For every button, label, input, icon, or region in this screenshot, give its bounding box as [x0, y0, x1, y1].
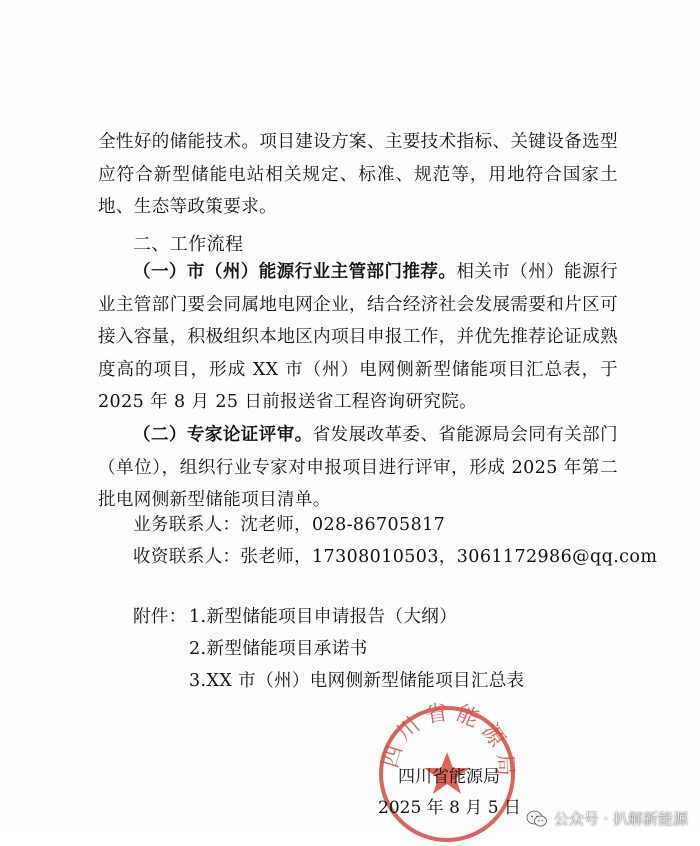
attachment-item-1: 1.新型储能项目申请报告（大纲）	[189, 607, 458, 627]
section-heading: 二、工作流程	[133, 234, 244, 255]
wechat-watermark	[526, 808, 688, 829]
paragraph-review	[98, 419, 618, 517]
attachment-item-2: 2.新型储能项目承诺书	[189, 639, 368, 659]
subsection-1-text: 相关市（州）能源行业主管部门要会同属地电网企业，结合经济社会发展需要和片区可接入容量，积极组织本地区内项目申报工作，并优先推荐论证成熟度高的项目，形成 XX 市（州）电网侧新型储能项目汇总表，于 2025 年 8 月 25 日前报送省工程咨询研究院。	[98, 262, 618, 412]
watermark-text: 公众号 · 扒解新能源	[553, 810, 688, 828]
subsection-1-title: （一）市（州）能源行业主管部门推荐。	[133, 262, 457, 282]
paragraph-intro	[98, 126, 618, 224]
signature-org: 四川省能源局	[398, 767, 500, 787]
attachments-label: 附件：	[133, 607, 187, 627]
paragraph-intro-text: 全性好的储能技术。项目建设方案、主要技术指标、关键设备选型应符合新型储能电站相关规定、标准、规范等，用地符合国家土地、生态等政策要求。	[98, 132, 618, 217]
subsection-2-title: （二）专家论证评审。	[133, 425, 313, 445]
seal-text: 四川省能源局	[377, 699, 518, 783]
wechat-icon	[526, 810, 548, 828]
attachment-item-3: 3.XX 市（州）电网侧新型储能项目汇总表	[189, 671, 525, 691]
contact-business: 业务联系人：沈老师，028-86705817	[133, 515, 446, 535]
subsection-2-text: 省发展改革委、省能源局会同有关部门（单位），组织行业专家对申报项目进行评审，形成 2025 年第二批电网侧新型储能项目清单。	[98, 425, 618, 510]
paragraph-recommendation	[98, 256, 618, 419]
contact-receive: 收资联系人：张老师，17308010503，3061172986@qq.com	[133, 547, 658, 567]
signature-date: 2025 年 8 月 5 日	[378, 798, 521, 818]
